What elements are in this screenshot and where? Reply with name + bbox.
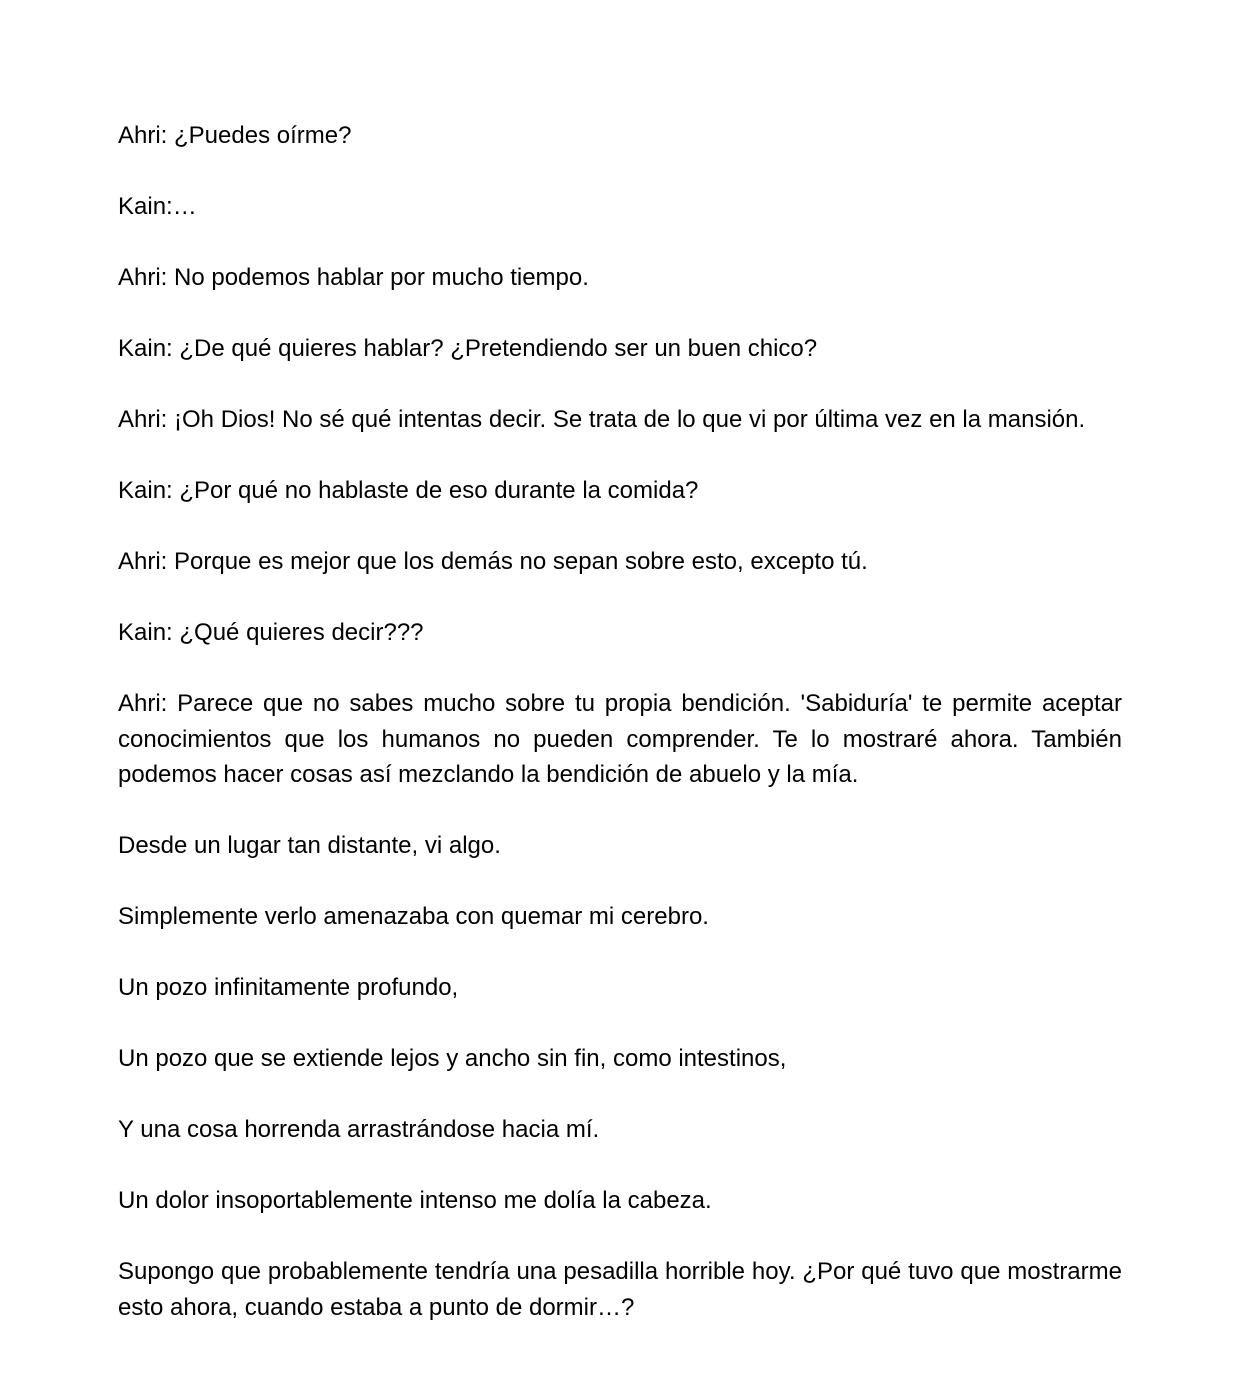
narration-line: Simplemente verlo amenazaba con quemar mi cerebro. xyxy=(118,903,709,930)
document-page xyxy=(118,118,1122,1361)
dialogue-line: Ahri: No podemos hablar por mucho tiempo. xyxy=(118,264,589,291)
dialogue-line: Kain: ¿De qué quieres hablar? ¿Pretendiendo ser un buen chico? xyxy=(118,335,818,362)
narration-line: Y una cosa horrenda arrastrándose hacia mí. xyxy=(118,1116,600,1143)
narration-line: Un pozo infinitamente profundo, xyxy=(118,974,459,1001)
dialogue-line: Kain:… xyxy=(118,193,197,220)
narration-line: Supongo que probablemente tendría una pesadilla horrible hoy. ¿Por qué tuvo que mostrarme esto ahora, cuando estaba a punto de dormir…? xyxy=(118,1258,1122,1321)
dialogue-line: Ahri: ¡Oh Dios! No sé qué intentas decir. Se trata de lo que vi por última vez en la mansión. xyxy=(118,406,1086,433)
narration-line: Un dolor insoportablemente intenso me dolía la cabeza. xyxy=(118,1187,712,1214)
narration-line: Desde un lugar tan distante, vi algo. xyxy=(118,832,501,859)
dialogue-line: Ahri: ¿Puedes oírme? xyxy=(118,122,352,149)
narration-line: Un pozo que se extiende lejos y ancho sin fin, como intestinos, xyxy=(118,1045,787,1072)
dialogue-line: Ahri: Porque es mejor que los demás no sepan sobre esto, excepto tú. xyxy=(118,548,868,575)
dialogue-line: Ahri: Parece que no sabes mucho sobre tu propia bendición. 'Sabiduría' te permite aceptar conocimientos que los humanos no pueden comprender. Te lo mostraré ahora. También podemos hacer cosas así mezclando la bendición de abuelo y la mía. xyxy=(118,690,1122,788)
dialogue-line: Kain: ¿Qué quieres decir??? xyxy=(118,619,424,646)
dialogue-line: Kain: ¿Por qué no hablaste de eso durante la comida? xyxy=(118,477,699,504)
